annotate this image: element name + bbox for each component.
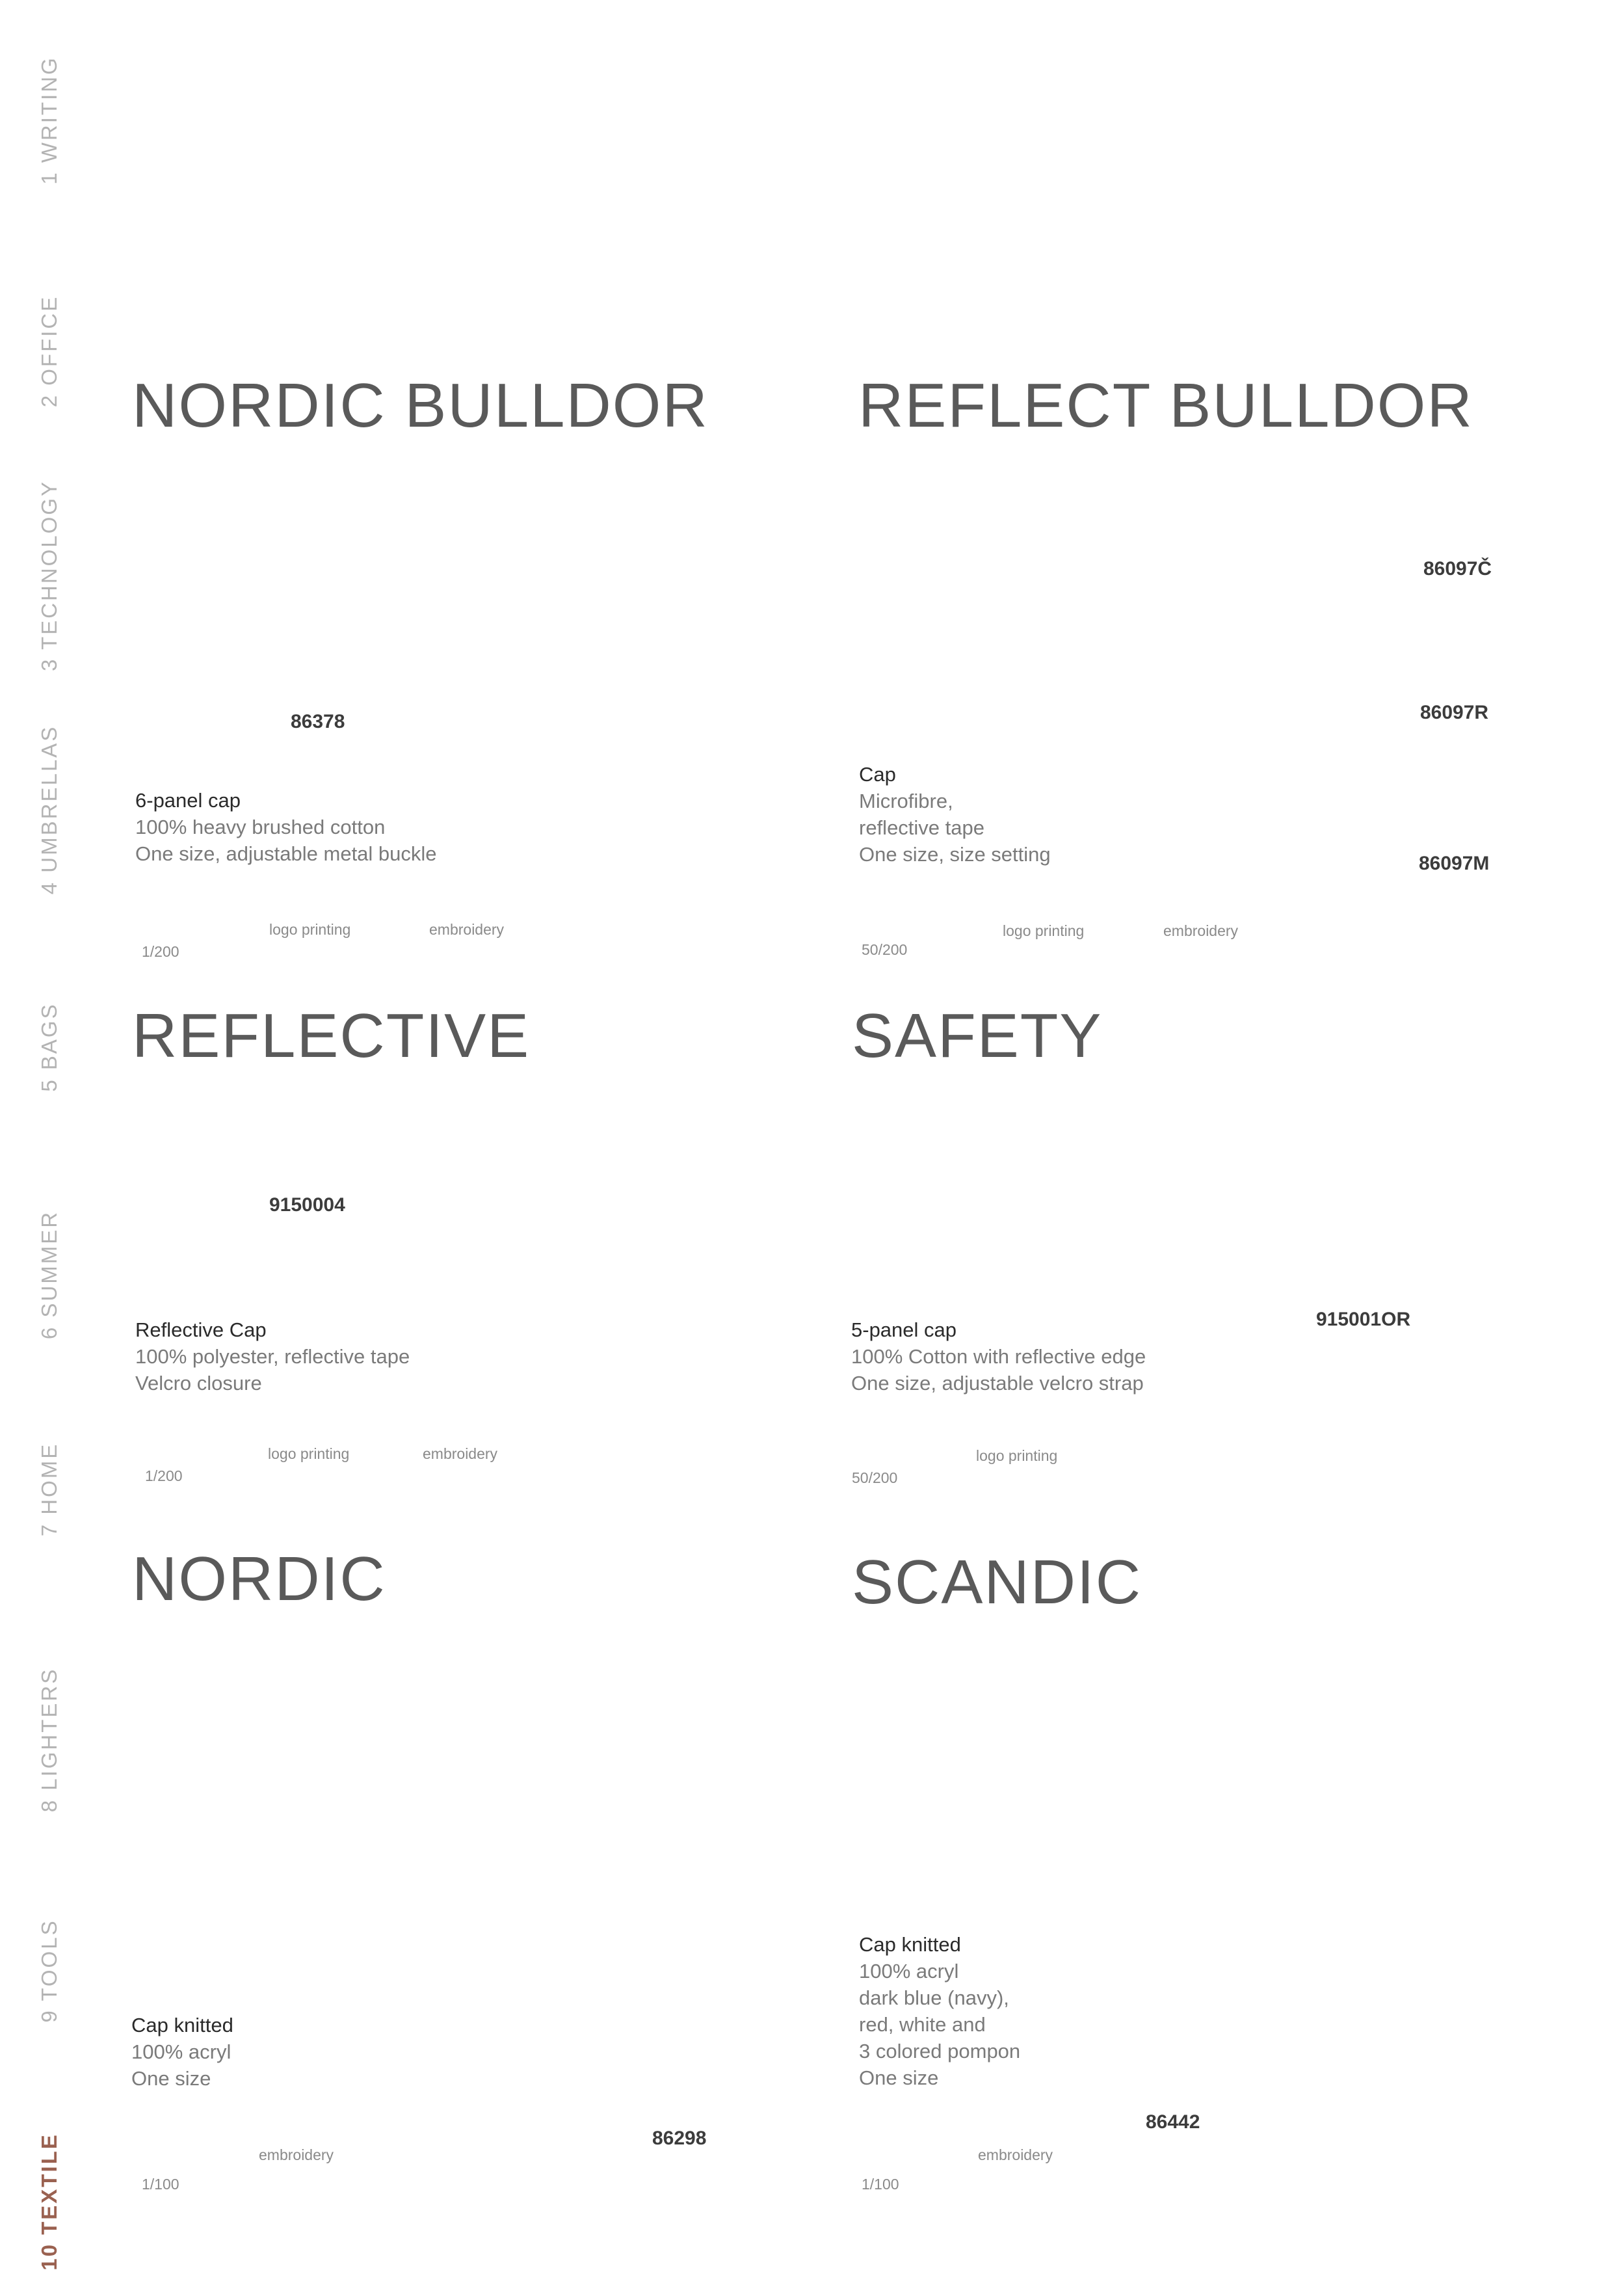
method-embroidery: embroidery — [259, 2146, 334, 2163]
method-logo-printing: logo printing — [268, 1445, 350, 1462]
product-title: SCANDIC — [852, 1547, 1142, 1617]
product-description — [135, 1316, 410, 1396]
nav-item-textile[interactable]: 10 TEXTILE — [37, 2133, 61, 2271]
method-embroidery: embroidery — [423, 1445, 498, 1462]
product-name: Cap knitted — [131, 2014, 233, 2036]
packaging-ratio: 1/100 — [862, 2176, 899, 2193]
product-code: 86298 — [652, 2128, 707, 2149]
product-name: Cap knitted — [859, 1933, 961, 1956]
product-spec: Microfibre, — [859, 790, 953, 812]
nav-item-home[interactable]: 7 HOME — [37, 1442, 61, 1537]
product-spec: 100% acryl — [859, 1960, 959, 1982]
method-embroidery: embroidery — [978, 2146, 1053, 2163]
product-spec: One size, adjustable velcro strap — [851, 1372, 1144, 1395]
method-embroidery: embroidery — [1163, 922, 1239, 939]
packaging-ratio: 1/100 — [142, 2176, 179, 2193]
nav-item-umbrellas[interactable]: 4 UMBRELLAS — [37, 725, 61, 895]
product-title: NORDIC — [132, 1544, 386, 1614]
chapter-nav — [0, 0, 98, 2296]
product-title: REFLECTIVE — [132, 1001, 531, 1071]
product-description — [135, 787, 437, 867]
product-spec: 3 colored pompon — [859, 2040, 1021, 2062]
nav-item-technology[interactable]: 3 TECHNOLOGY — [37, 480, 61, 671]
product-name: 6-panel cap — [135, 789, 241, 812]
packaging-ratio: 50/200 — [852, 1469, 898, 1486]
product-spec: red, white and — [859, 2013, 986, 2036]
product-code: 86097R — [1420, 702, 1489, 723]
nav-item-office[interactable]: 2 OFFICE — [37, 295, 61, 408]
method-logo-printing: logo printing — [269, 921, 351, 938]
product-spec: 100% heavy brushed cotton — [135, 816, 386, 838]
product-title: NORDIC BULLDOR — [132, 371, 709, 440]
product-description — [131, 2012, 233, 2092]
product-description — [859, 761, 1051, 868]
product-description — [851, 1316, 1146, 1396]
product-description — [859, 1931, 1020, 2091]
packaging-ratio: 1/200 — [145, 1467, 183, 1484]
product-code: 86097Č — [1423, 558, 1492, 580]
packaging-ratio: 50/200 — [862, 941, 908, 958]
product-spec: 100% Cotton with reflective edge — [851, 1345, 1146, 1368]
nav-item-summer[interactable]: 6 SUMMER — [37, 1210, 61, 1340]
product-code: 86097M — [1419, 853, 1490, 874]
method-logo-printing: logo printing — [1003, 922, 1085, 939]
method-logo-printing: logo printing — [976, 1447, 1058, 1464]
product-spec: One size — [131, 2067, 211, 2090]
product-spec: 100% polyester, reflective tape — [135, 1345, 410, 1368]
product-code: 86378 — [291, 711, 345, 732]
product-spec: Velcro closure — [135, 1372, 262, 1395]
product-spec: 100% acryl — [131, 2040, 231, 2063]
product-code: 915001OR — [1316, 1309, 1411, 1330]
product-title: REFLECT BULLDOR — [858, 371, 1473, 440]
nav-item-tools[interactable]: 9 TOOLS — [37, 1919, 61, 2023]
nav-item-lighters[interactable]: 8 LIGHTERS — [37, 1667, 61, 1813]
product-spec: One size, size setting — [859, 843, 1051, 866]
product-name: 5-panel cap — [851, 1318, 957, 1341]
product-spec: reflective tape — [859, 816, 984, 839]
product-name: Reflective Cap — [135, 1318, 267, 1341]
product-spec: dark blue (navy), — [859, 1986, 1009, 2009]
product-name: Cap — [859, 763, 896, 786]
product-title: SAFETY — [852, 1001, 1103, 1071]
nav-item-writing[interactable]: 1 WRITING — [37, 56, 61, 185]
product-spec: One size, adjustable metal buckle — [135, 842, 437, 865]
packaging-ratio: 1/200 — [142, 943, 179, 960]
product-code: 9150004 — [269, 1194, 345, 1216]
nav-item-bags[interactable]: 5 BAGS — [37, 1002, 61, 1092]
product-spec: One size — [859, 2066, 939, 2089]
method-embroidery: embroidery — [429, 921, 505, 938]
product-code: 86442 — [1146, 2111, 1200, 2133]
